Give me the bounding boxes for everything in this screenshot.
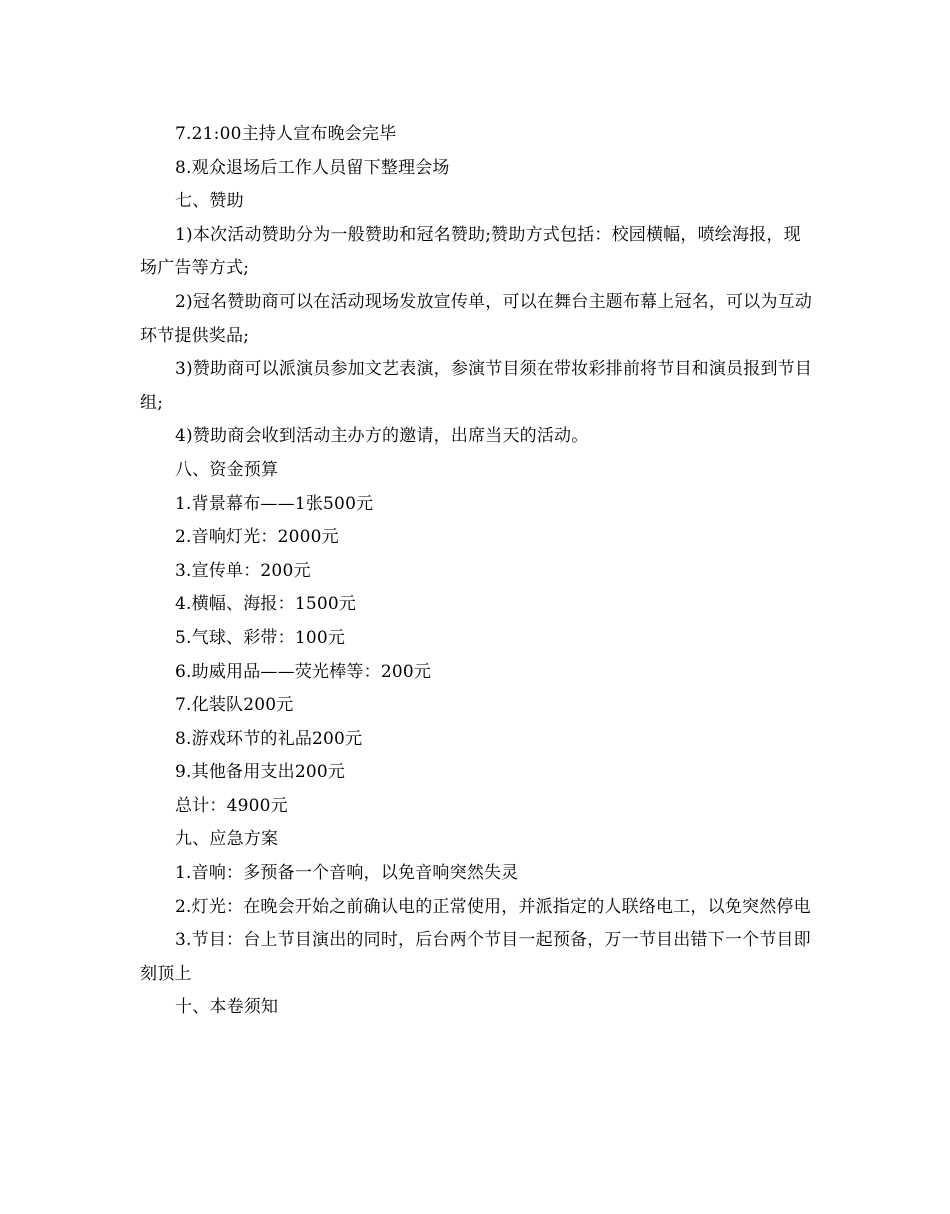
budget-item-7: 7.化装队200元 (175, 695, 294, 716)
sponsorship-item-3: 3)赞助商可以派演员参加文艺表演，参演节目须在带妆彩排前将节目和演员报到节目组; (140, 359, 813, 413)
section-heading-notes: 十、本卷须知 (175, 997, 279, 1018)
budget-item-1: 1.背景幕布——1张500元 (175, 493, 374, 514)
section-heading-budget: 八、资金预算 (175, 459, 279, 480)
budget-item-6: 6.助威用品——荧光棒等：200元 (175, 661, 432, 682)
budget-item-2: 2.音响灯光：2000元 (175, 527, 339, 548)
list-item-cleanup: 8.观众退场后工作人员留下整理会场 (175, 157, 450, 178)
contingency-item-1: 1.音响：多预备一个音响，以免音响突然失灵 (175, 863, 519, 884)
budget-item-9: 9.其他备用支出200元 (175, 762, 346, 783)
document-body (140, 118, 816, 1025)
list-item-closing: 7.21:00主持人宣布晚会完毕 (175, 124, 397, 144)
contingency-item-3: 3.节目：台上节目演出的同时，后台两个节目一起预备，万一节目出错下一个节目即刻顶上 (140, 930, 811, 984)
budget-item-5: 5.气球、彩带：100元 (175, 627, 346, 648)
budget-item-8: 8.游戏环节的礼品200元 (175, 728, 363, 749)
section-heading-sponsorship: 七、赞助 (175, 191, 244, 212)
sponsorship-item-2: 2)冠名赞助商可以在活动现场发放宣传单，可以在舞台主题布幕上冠名，可以为互动环节提供奖品; (140, 291, 813, 346)
sponsorship-item-4: 4)赞助商会收到活动主办方的邀请，出席当天的活动。 (175, 426, 589, 447)
budget-item-3: 3.宣传单：200元 (175, 560, 311, 581)
section-heading-contingency: 九、应急方案 (175, 829, 279, 850)
budget-total: 总计：4900元 (175, 795, 288, 816)
contingency-item-2: 2.灯光：在晚会开始之前确认电的正常使用，并派指定的人联络电工，以免突然停电 (175, 896, 811, 917)
budget-item-4: 4.横幅、海报：1500元 (175, 594, 357, 615)
sponsorship-item-1: 1)本次活动赞助分为一般赞助和冠名赞助;赞助方式包括：校园横幅，喷绘海报，现场广告等方式; (140, 224, 801, 279)
